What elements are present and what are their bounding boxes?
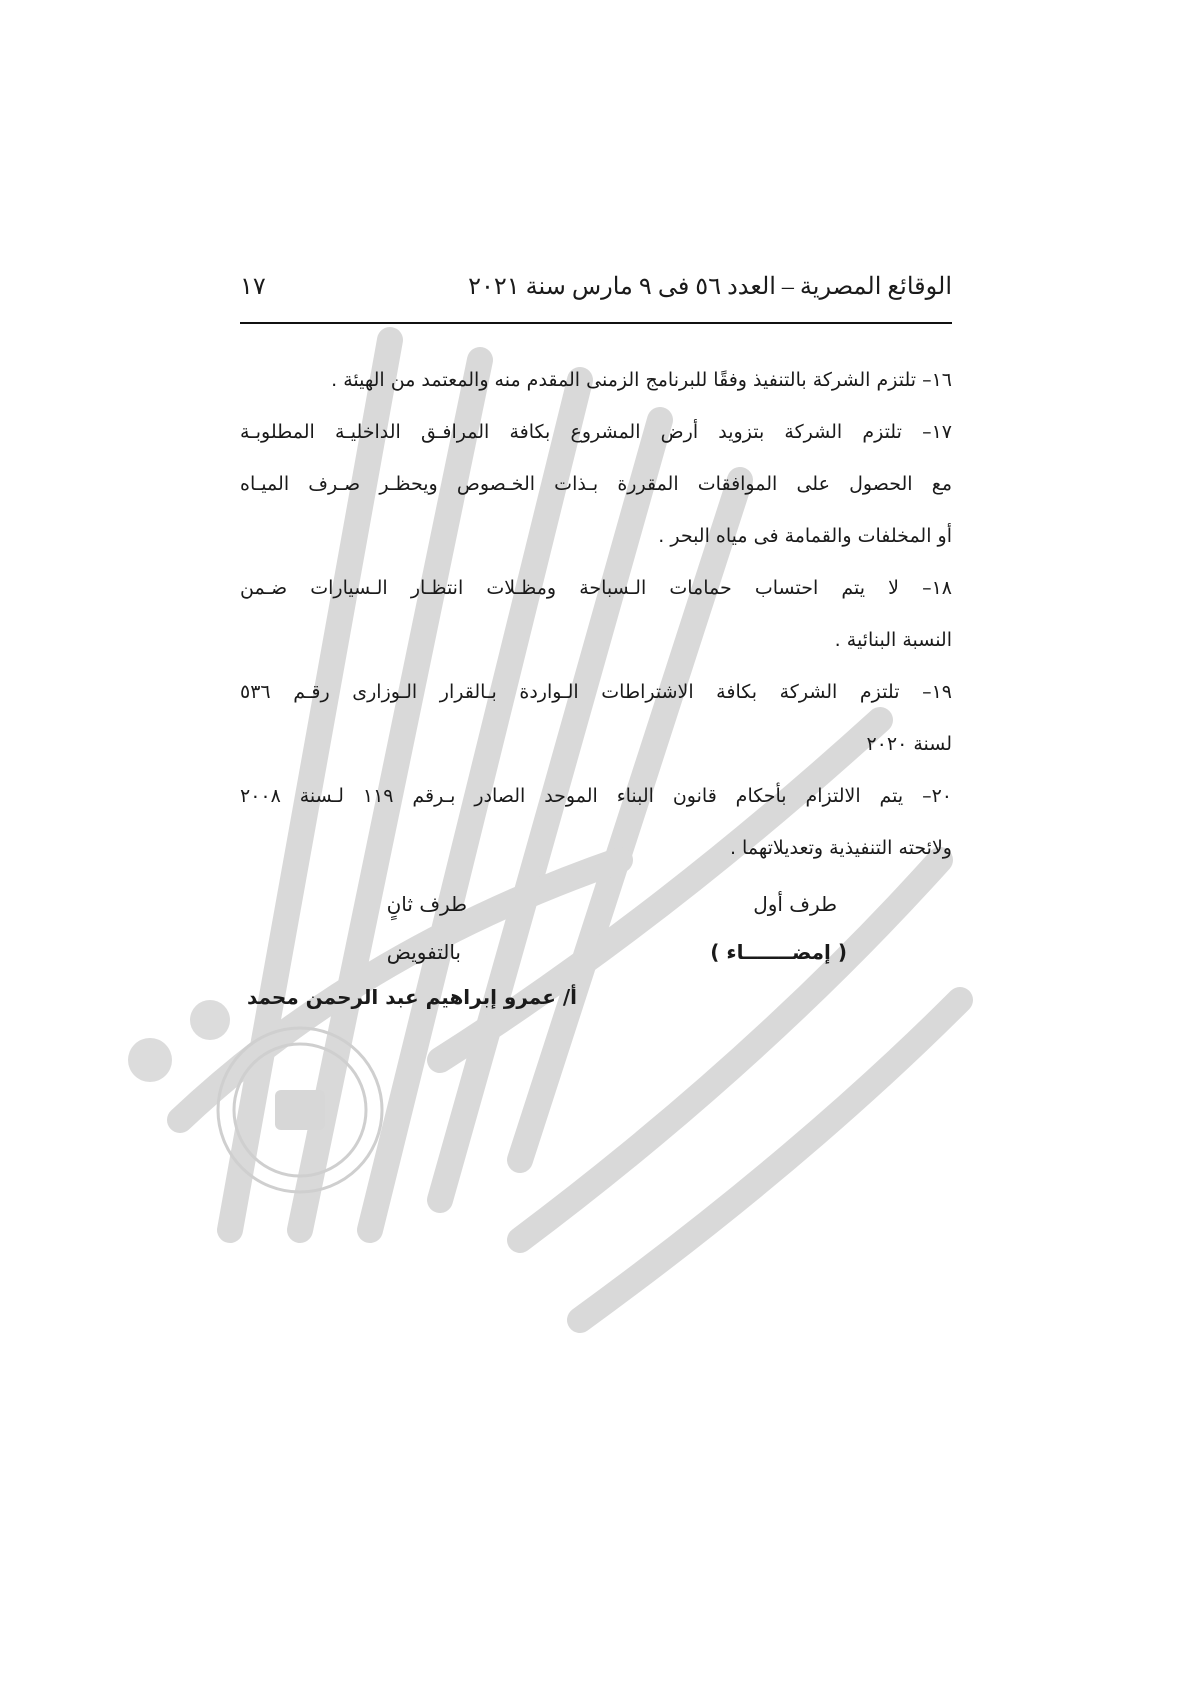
- clause-18-line-2: النسبة البنائية .: [834, 629, 952, 651]
- second-party-delegation: بالتفويض: [386, 940, 461, 964]
- clause-17-line-1: ١٧– تلتزم الشركة بتزويد أرض المشروع بكافة المرافـق الداخليـة المطلوبـة: [240, 421, 952, 443]
- second-party-name: أ/ عمرو إبراهيم عبد الرحمن محمد: [246, 985, 577, 1009]
- clause-17-line-3: أو المخلفات والقمامة فى مياه البحر .: [658, 525, 952, 547]
- header-divider: [240, 322, 952, 324]
- first-party-label: طرف أول: [753, 892, 837, 916]
- page-header: [240, 272, 952, 312]
- clause-18-line-1: ١٨– لا يتم احتساب حمامات الـسباحة ومظـلات انتظـار الـسيارات ضـمن: [240, 577, 952, 599]
- page-number: ١٧: [240, 274, 266, 300]
- gazette-title: الوقائع المصرية – العدد ٥٦ فى ٩ مارس سنة ٢٠٢١: [468, 274, 952, 300]
- clause-20-line-1: ٢٠– يتم الالتزام بأحكام قانون البناء الموحد الصادر بـرقم ١١٩ لـسنة ٢٠٠٨: [240, 785, 952, 807]
- document-body: [240, 360, 952, 880]
- first-party-signature: ( إمضـــــــاء ): [710, 940, 847, 964]
- clause-20-line-2: ولائحته التنفيذية وتعديلاتهما .: [729, 837, 952, 859]
- clause-16: ١٦– تلتزم الشركة بالتنفيذ وفقًا للبرنامج الزمنى المقدم منه والمعتمد من الهيئة .: [331, 369, 952, 391]
- clause-19-line-2: لسنة ٢٠٢٠: [866, 733, 952, 755]
- clause-19-line-1: ١٩– تلتزم الشركة بكافة الاشتراطات الـواردة بـالقرار الـوزارى رقـم ٥٣٦: [240, 681, 952, 703]
- second-party-label: طرف ثانٍ: [386, 892, 467, 916]
- clause-17-line-2: مع الحصول على الموافقات المقررة بـذات الخـصوص ويحظـر صـرف الميـاه: [240, 473, 952, 495]
